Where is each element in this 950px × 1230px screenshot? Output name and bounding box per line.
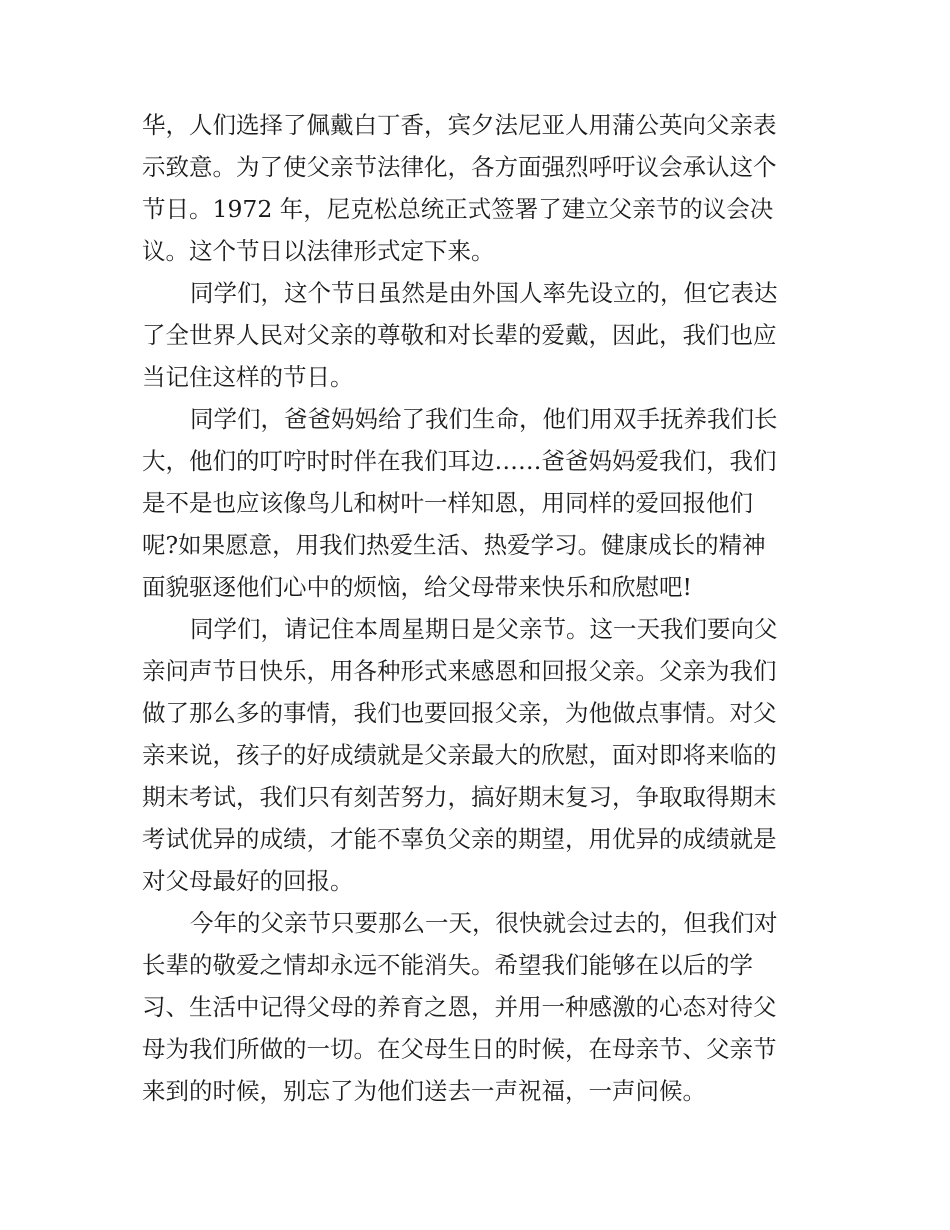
text-line: 示致意。为了使父亲节法律化，各方面强烈呼吁议会承认这个 [142, 153, 777, 181]
text-line: 期末考试，我们只有刻苦努力，搞好期末复习，争取取得期末 [142, 783, 777, 811]
text-line: 了全世界人民对父亲的尊敬和对长辈的爱戴，因此，我们也应 [142, 321, 777, 349]
text-line: 做了那么多的事情，我们也要回报父亲，为他做点事情。对父 [142, 699, 777, 727]
text-line: 同学们，爸爸妈妈给了我们生命，他们用双手抚养我们长 [190, 405, 778, 433]
paragraph-5 [142, 902, 822, 1112]
text-line: 同学们，这个节日虽然是由外国人率先设立的，但它表达 [190, 279, 778, 307]
text-line: 呢?如果愿意，用我们热爱生活、热爱学习。健康成长的精神 [142, 531, 766, 559]
text-line: 亲来说，孩子的好成绩就是父亲最大的欣慰，面对即将来临的 [142, 741, 777, 769]
text-line: 大，他们的叮咛时时伴在我们耳边……爸爸妈妈爱我们，我们 [142, 447, 777, 475]
text-line: 节日。1972 年，尼克松总统正式签署了建立父亲节的议会决 [142, 195, 774, 223]
paragraph-3 [142, 398, 822, 608]
text-line: 同学们，请记住本周星期日是父亲节。这一天我们要向父 [190, 615, 778, 643]
text-line: 是不是也应该像鸟儿和树叶一样知恩，用同样的爱回报他们 [142, 489, 753, 517]
text-line: 亲问声节日快乐，用各种形式来感恩和回报父亲。父亲为我们 [142, 657, 777, 685]
text-line: 今年的父亲节只要那么一天，很快就会过去的，但我们对 [190, 909, 778, 937]
text-line: 来到的时候，别忘了为他们送去一声祝福，一声问候。 [142, 1077, 706, 1105]
text-line: 华，人们选择了佩戴白丁香，宾夕法尼亚人用蒲公英向父亲表 [142, 111, 777, 139]
paragraph-4 [142, 608, 822, 902]
text-line: 面貌驱逐他们心中的烦恼，给父母带来快乐和欣慰吧! [142, 573, 692, 601]
text-line: 习、生活中记得父母的养育之恩，并用一种感激的心态对待父 [142, 993, 777, 1021]
text-line: 对父母最好的回报。 [142, 867, 354, 895]
paragraph-2 [142, 272, 822, 398]
paragraph-1 [142, 104, 822, 272]
text-line: 当记住这样的节日。 [142, 363, 354, 391]
document-body [142, 104, 822, 1112]
text-line: 母为我们所做的一切。在父母生日的时候，在母亲节、父亲节 [142, 1035, 777, 1063]
text-line: 议。这个节日以法律形式定下来。 [142, 237, 495, 265]
text-line: 长辈的敬爱之情却永远不能消失。希望我们能够在以后的学 [142, 951, 753, 979]
text-line: 考试优异的成绩，才能不辜负父亲的期望，用优异的成绩就是 [142, 825, 777, 853]
